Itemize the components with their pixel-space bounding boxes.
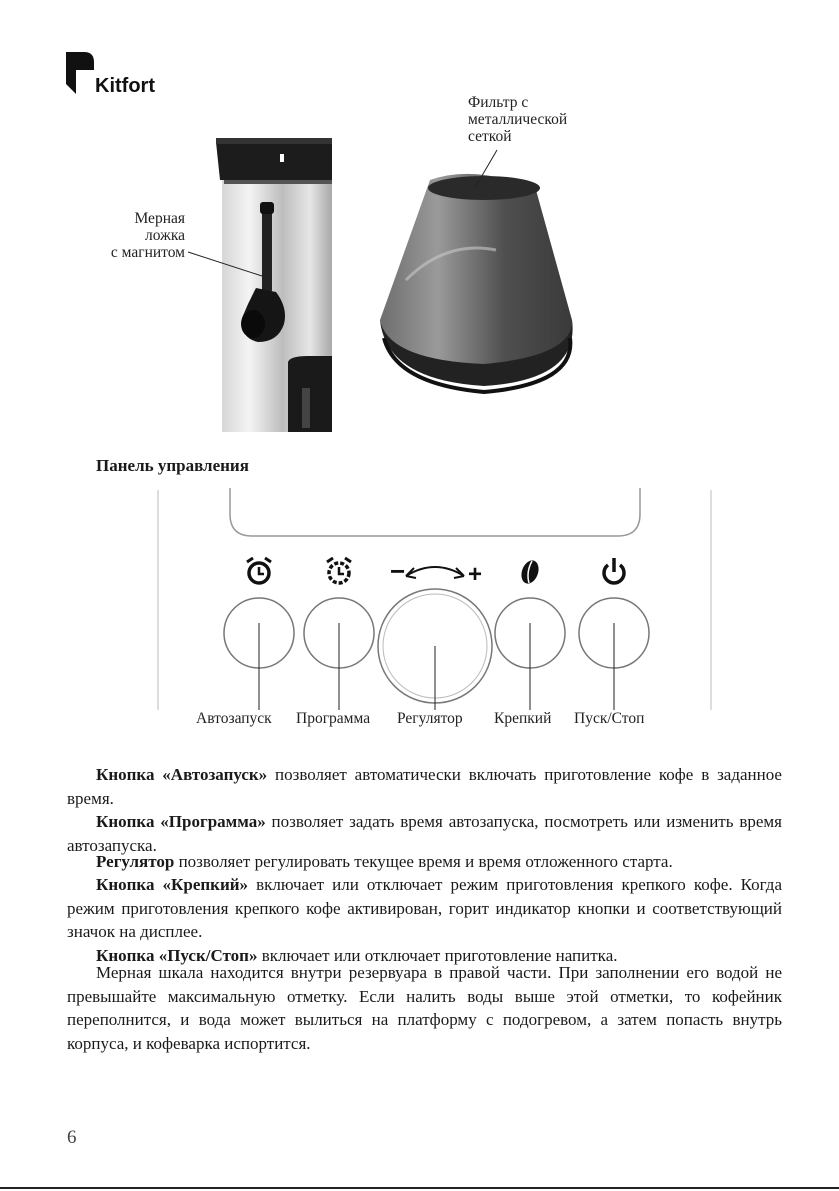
regulator-plus-sign: + — [468, 561, 483, 588]
callout-spoon-line-3: с магнитом — [110, 244, 185, 261]
paragraph-autostart-text: позволяет автоматически включать приготовление кофе в заданное время. — [67, 765, 782, 808]
label-start-stop: Пуск/Стоп — [574, 710, 645, 727]
coffee-bean-icon — [518, 558, 541, 586]
paragraph-program-text: позволяет задать время автозапуска, посмотреть или изменить время автозапуска. — [67, 812, 782, 855]
bottom-rule — [0, 1187, 839, 1189]
program-clock-icon — [327, 558, 351, 583]
paragraph-strong-bold: Кнопка «Крепкий» — [96, 875, 249, 894]
callout-spoon — [70, 210, 185, 261]
paragraph-strong-text: включает или отключает режим приготовления крепкого кофе. Когда режим приготовления крепкого кофе активирован, горит индикатор кнопки и соответствующий значок на дисплее. — [67, 875, 782, 941]
label-program: Программа — [296, 710, 371, 727]
paragraph-regulator — [67, 850, 782, 874]
callout-spoon-leader — [186, 250, 266, 280]
label-strong: Крепкий — [494, 710, 552, 727]
paragraph-water-scale-text: Мерная шкала находится внутри резервуара в правой части. При заполнении его водой не превышайте максимальную отметку. Если налить воды выше этой отметки, то кофейник переполнится, и вода может вылиться на платформу с подогревом, а затем попасть внутрь корпуса, и кофеварка испортится. — [67, 963, 782, 1053]
brand-mark-icon — [64, 50, 96, 96]
callout-filter — [468, 94, 567, 145]
callout-filter-leader — [470, 148, 500, 188]
label-autostart: Автозапуск — [196, 710, 272, 727]
callout-spoon-line-2: ложка — [145, 227, 185, 244]
callout-filter-line-3: сеткой — [468, 128, 512, 145]
panel-title: Панель управления — [96, 456, 249, 475]
paragraph-strong — [67, 873, 782, 944]
brand-name: Kitfort — [95, 75, 155, 97]
paragraph-program-bold: Кнопка «Программа» — [96, 812, 266, 831]
alarm-clock-icon — [247, 558, 271, 583]
label-regulator: Регулятор — [397, 710, 463, 727]
callout-filter-line-2: металлической — [468, 111, 568, 128]
paragraph-regulator-bold: Регулятор — [96, 852, 175, 871]
callout-filter-line-1: Фильтр с — [468, 94, 529, 111]
page-number: 6 — [67, 1127, 77, 1148]
paragraph-regulator-text: позволяет регулировать текущее время и время отложенного старта. — [174, 852, 673, 871]
control-panel-diagram — [150, 488, 720, 710]
paragraph-start-stop-text: включает или отключает приготовление напитка. — [257, 946, 618, 965]
filter-photo — [376, 160, 586, 396]
paragraph-autostart-bold: Кнопка «Автозапуск» — [96, 765, 268, 784]
paragraph-start-stop-bold: Кнопка «Пуск/Стоп» — [96, 946, 258, 965]
callout-spoon-line-1: Мерная — [134, 210, 185, 227]
coffee-maker-photo — [198, 128, 332, 432]
paragraph-autostart — [67, 763, 782, 810]
regulator-arrows-icon — [406, 567, 464, 578]
regulator-minus-sign: − — [390, 556, 406, 586]
power-icon — [604, 558, 624, 583]
paragraph-water-scale — [67, 961, 782, 1055]
